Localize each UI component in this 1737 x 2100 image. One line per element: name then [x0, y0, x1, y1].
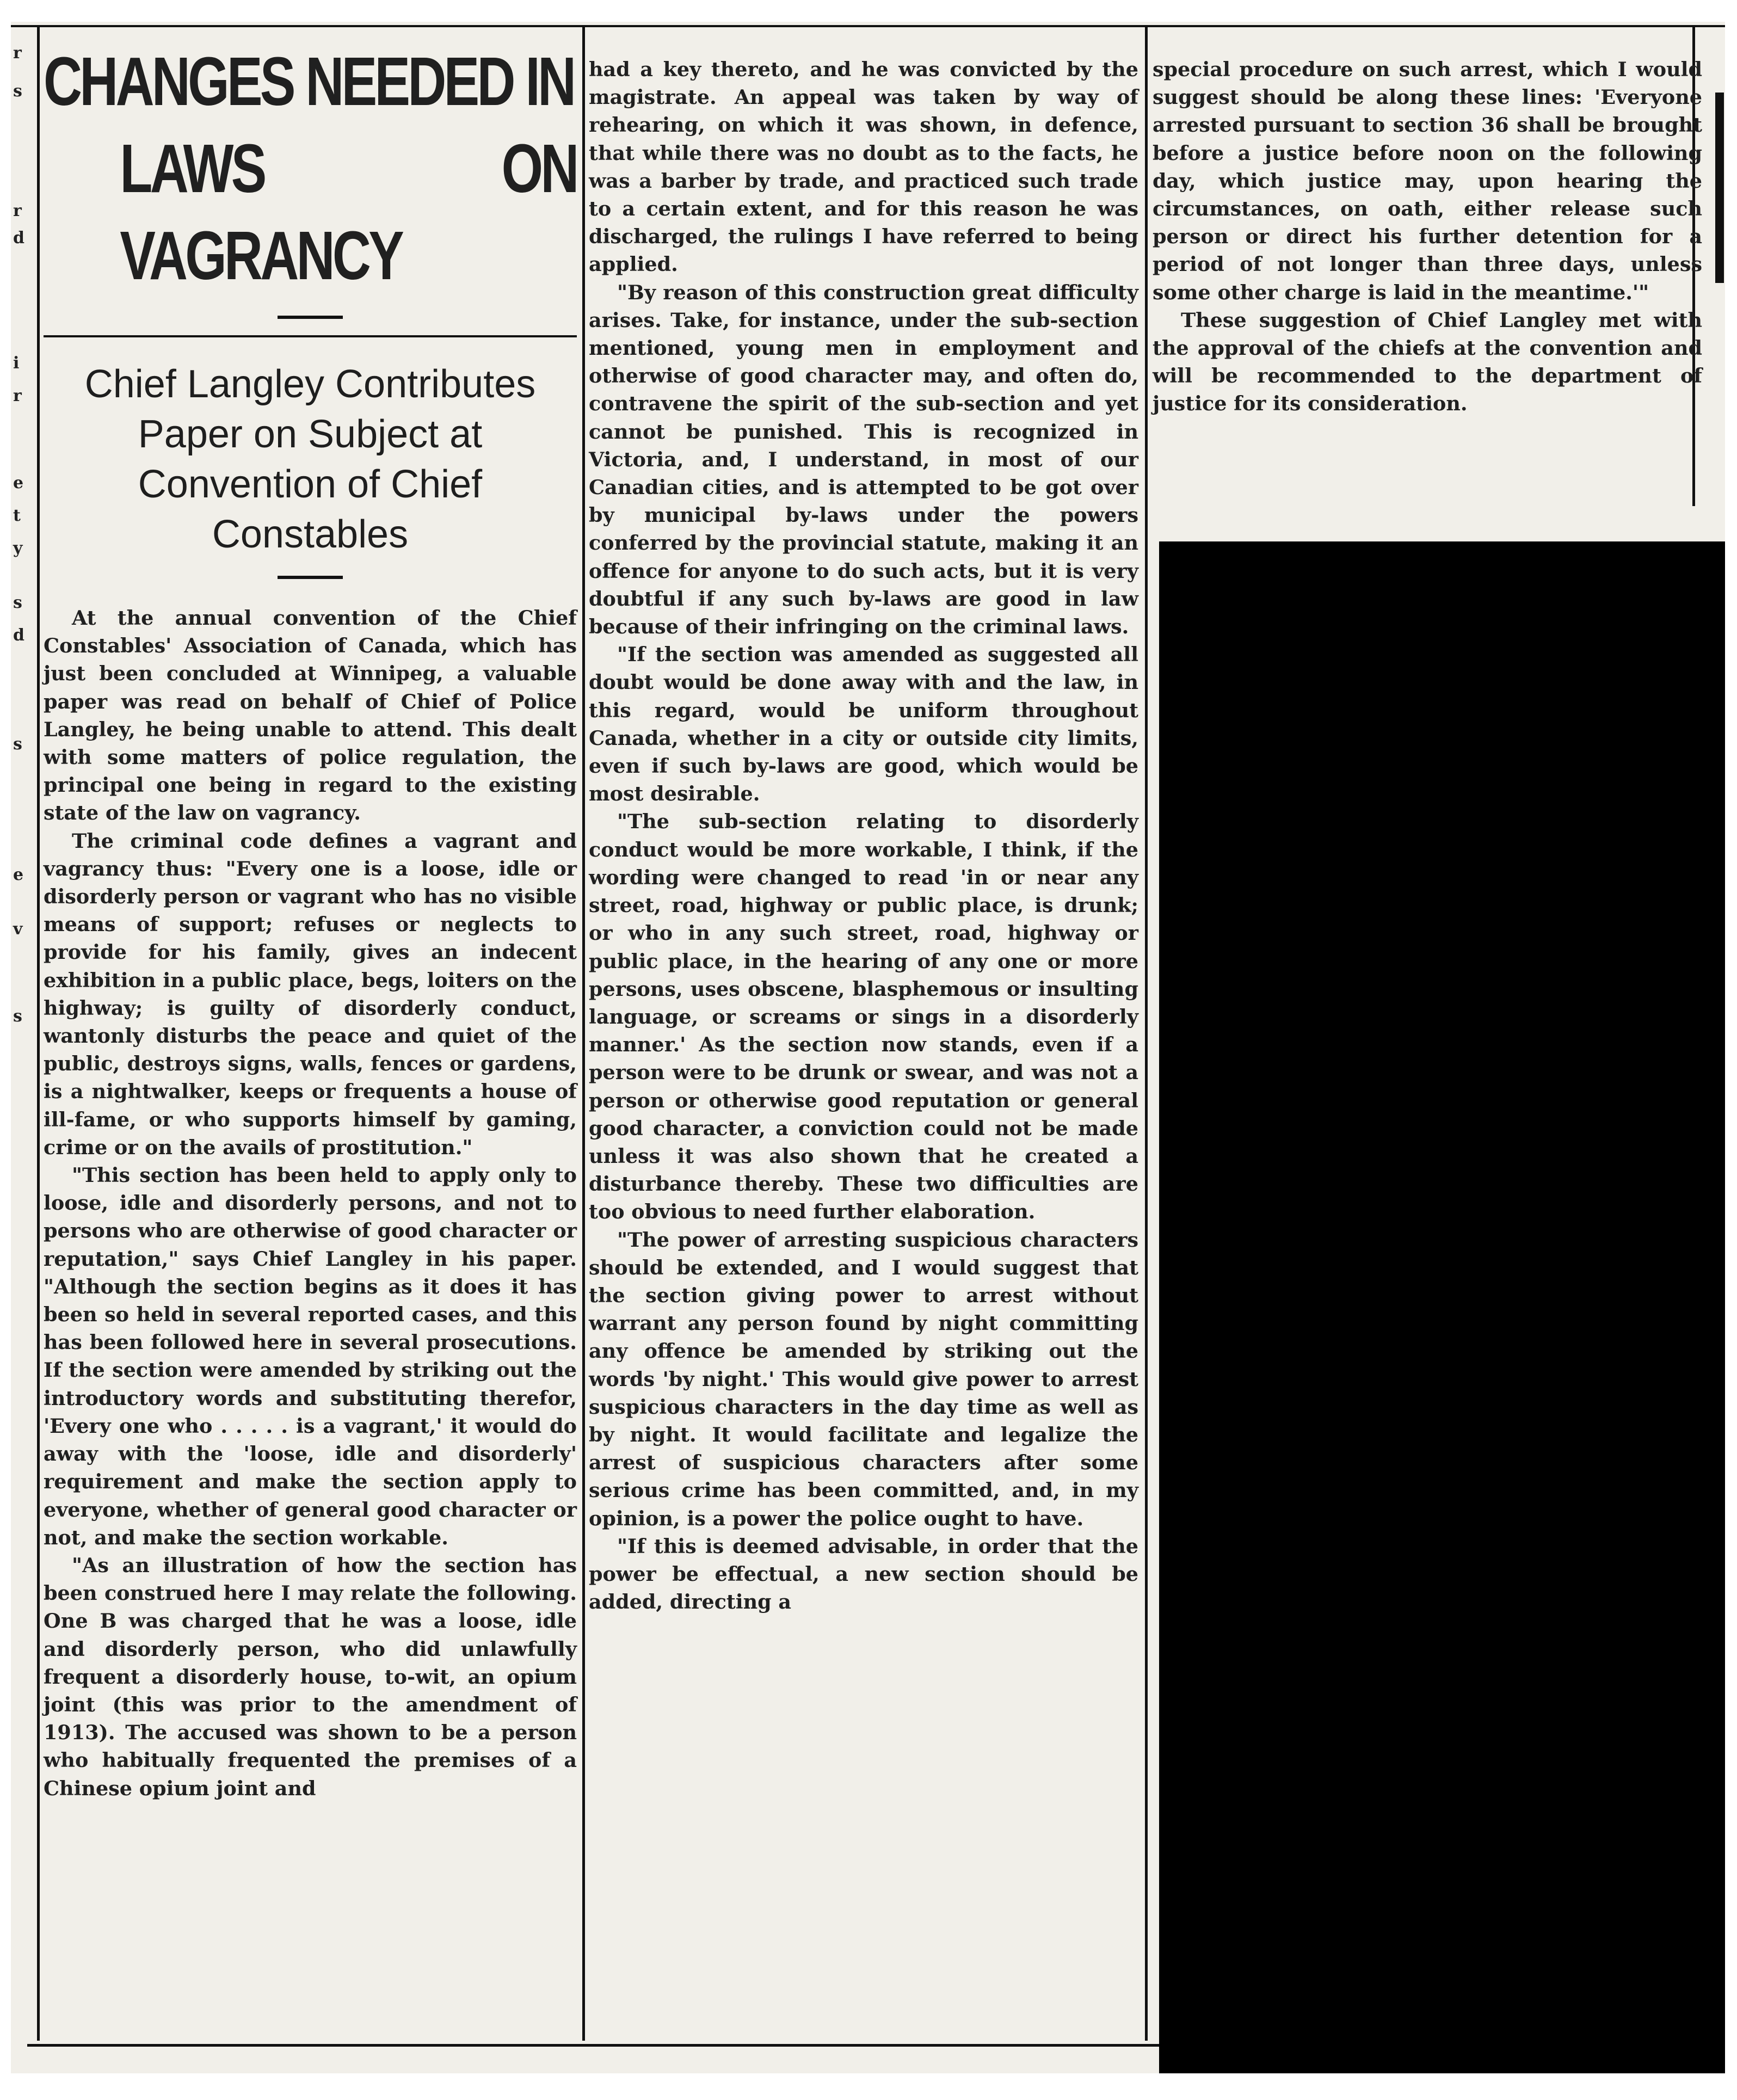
paragraph: special procedure on such arrest, which I would suggest should be along these lines: 'Everyone arrested pursuant to section 36 shall be brought before a justice before noon on the following day, which justice may, upon hearing the circumstances, on oath, either release such person or direct his further detention for a period of not longer than three days, unless some other charge is laid in the meantime.'" — [1153, 58, 1702, 304]
top-rule — [11, 25, 1725, 27]
paragraph: The criminal code defines a vagrant and vagrancy thus: "Every one is a loose, idle or disorderly person or vagrant who has no visible means of support; refuses or neglects to provide for his family, gives an indecent exhibition in a public place, begs, loiters on the highway; is guilty of disorderly conduct, wantonly disturbs the peace and quiet of the public, destroys signs, walls, fences or gardens, is a nightwalker, keeps or frequents a house of ill-fame, or who supports himself by gaming, crime or on the avails of prostitution." — [44, 829, 577, 1159]
edge-letter: d — [13, 229, 24, 248]
edge-letter: s — [13, 82, 22, 101]
column-rule — [1145, 27, 1148, 2041]
paragraph: "The power of arresting suspicious characters should be extended, and I would suggest that the section giving power to arrest without warrant any person found by night committing any offence be amended by striking out the words 'by night.' This would give power to arrest suspicious characters in the day time as well as by night. It would facilitate and legalize the arrest of suspicious characters after some serious crime has been committed, and, in my opinion, is a power the police ought to have. — [589, 1228, 1138, 1530]
edge-letter: i — [13, 354, 20, 373]
edge-letter: s — [13, 735, 22, 754]
paragraph: "As an illustration of how the section has been construed here I may relate the following. One B was charged that he was a loose, idle and disorderly person, who did unlawfully frequent a disorderly house, to-wit, an opium joint (this was prior to the amendment of 1913). The accused was shown to be a person who habitually frequented the premises of a Chinese opium joint and — [44, 1553, 577, 1800]
article-column-1 — [44, 38, 577, 1802]
column-rule — [582, 27, 585, 2041]
column-rule — [37, 27, 40, 2041]
subheadline: Chief Langley Contributes Paper on Subject at Convention of Chief Constables — [84, 362, 536, 556]
headline — [44, 38, 577, 299]
adjacent-column-fragment — [11, 22, 36, 2073]
headline-line-2: LAWS ON VAGRANCY — [120, 130, 577, 294]
paragraph: At the annual convention of the Chief Constables' Association of Canada, which has just been concluded at Winnipeg, a valuable paper was read on behalf of Chief of Police Langley, he being unable to attend. This dealt with some matters of police regulation, the principal one being in regard to the existing state of the law on vagrancy. — [44, 606, 577, 825]
paragraph: "This section has been held to apply only to loose, idle and disorderly persons, and not to persons who are otherwise of good character or reputation," says Chief Langley in his paper. "Although the section begins as it does it has been so held in several reported cases, and this has been followed here in several prosecutions. If the section were amended by striking out the introductory words and substituting therefor, 'Every one who . . . . . is a vagrant,' it would do away with the 'loose, idle and disorderly' requirement and make the section apply to everyone, whether of general good character or not, and make the section workable. — [44, 1163, 577, 1549]
article-column-3 — [1153, 56, 1702, 418]
edge-letter: s — [13, 1007, 22, 1026]
article-column-2 — [589, 56, 1138, 1616]
headline-divider — [278, 316, 343, 319]
paragraph: "If this is deemed advisable, in order that the power be effectual, a new section should be added, directing a — [589, 1534, 1138, 1614]
edge-letter: v — [13, 920, 23, 939]
edge-letter: e — [13, 473, 24, 492]
section-rule — [44, 335, 577, 337]
adjacent-column-fragment-right — [1714, 22, 1725, 512]
edge-letter: r — [13, 201, 22, 220]
edge-letter: t — [13, 506, 21, 525]
edge-letter: s — [13, 593, 22, 612]
edge-letter: y — [13, 539, 23, 558]
edge-letter: e — [13, 865, 24, 884]
paragraph: "The sub-section relating to disorderly conduct would be more workable, I think, if the wording were changed to read 'in or near any street, road, highway or public place, is drunk; or who in any such street, road, highway or public place, in the hearing of any one or more persons, uses obscene, blasphemous or insulting language, or screams or sings in a disorderly manner.' As the section now stands, even if a person were to be drunk or swear, and was not a person or otherwise good reputation or general good character, a conviction could not be made unless it was also shown that he created a disturbance thereby. These two difficulties are too obvious to need further elaboration. — [589, 810, 1138, 1224]
paragraph: had a key thereto, and he was convicted by the magistrate. An appeal was taken by way of rehearing, on which it was shown, in defence, that while there was no doubt as to the facts, he was a barber by trade, and practiced such trade to a certain extent, and for this reason he was discharged, the rulings I have referred to being applied. — [589, 58, 1138, 276]
edge-mark — [1715, 131, 1724, 283]
redacted-area — [1159, 541, 1725, 2073]
edge-mark — [1715, 93, 1724, 131]
edge-letter: r — [13, 44, 22, 63]
newspaper-clipping — [11, 22, 1725, 2073]
paragraph: "If the section was amended as suggested all doubt would be done away with and the law, in this regard, would be uniform throughout Canada, whether in a city or outside city limits, even if such by-laws are good, which would be most desirable. — [589, 643, 1138, 806]
subhead-divider — [278, 576, 343, 579]
edge-letter: r — [13, 386, 22, 405]
paragraph: These suggestion of Chief Langley met with the approval of the chiefs at the convention and will be recommended to the department of justice for its consideration. — [1153, 308, 1702, 416]
edge-letter: d — [13, 626, 24, 645]
bottom-rule — [27, 2044, 1159, 2047]
paragraph: "By reason of this construction great difficulty arises. Take, for instance, under the sub-section mentioned, young men in employment and otherwise of good character may, and often do, contravene the spirit of the sub-section and yet cannot be punished. This is recognized in Victoria, and, I understand, in most of our Canadian cities, and is attempted to be got over by municipal by-laws under the powers conferred by the provincial statute, making it an offence for anyone to do such acts, but it is very doubtful if any such by-laws are good in law because of their infringing on the criminal laws. — [589, 280, 1138, 639]
headline-line-1: CHANGES NEEDED IN — [44, 43, 574, 120]
